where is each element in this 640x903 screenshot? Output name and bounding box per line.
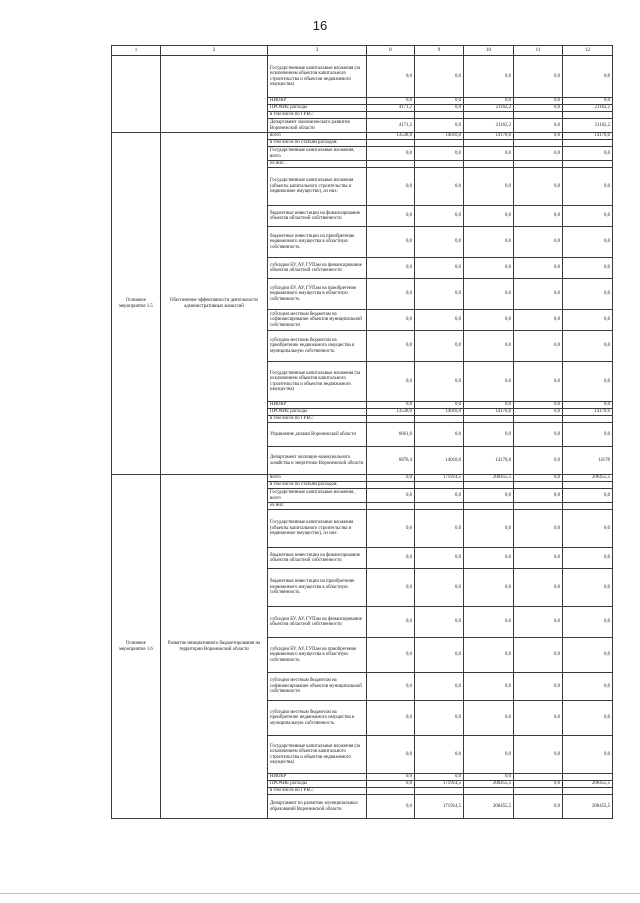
measure-title-cell bbox=[161, 56, 268, 133]
amount-cell: 0,0 bbox=[464, 701, 514, 736]
amount-cell: 0,0 bbox=[563, 673, 613, 701]
amount-cell: 0,0 bbox=[367, 310, 415, 331]
amount-cell: 0,0 bbox=[367, 569, 415, 607]
amount-cell: 0,0 bbox=[415, 423, 464, 447]
amount-cell bbox=[514, 482, 563, 489]
amount-cell: 0,0 bbox=[514, 569, 563, 607]
page-bottom-rule bbox=[0, 893, 640, 894]
amount-cell: 0,0 bbox=[464, 607, 514, 638]
amount-cell: 0,0 bbox=[367, 673, 415, 701]
amount-cell bbox=[415, 416, 464, 423]
amount-cell: 0,0 bbox=[514, 673, 563, 701]
expense-label-cell: Управление делами Воронежской области bbox=[268, 423, 367, 447]
amount-cell: 0,0 bbox=[367, 607, 415, 638]
amount-cell: 0,0 bbox=[563, 510, 613, 548]
amount-cell: 0,0 bbox=[415, 168, 464, 206]
amount-cell: 14010,0 bbox=[415, 447, 464, 475]
amount-cell: 0,0 bbox=[415, 489, 464, 503]
expense-label-cell: Государственные капитальные вложения (за исключением объектов капитального строительства и объектов недвижимого имущества) bbox=[268, 736, 367, 774]
amount-cell bbox=[514, 112, 563, 119]
amount-cell: 0,0 bbox=[415, 362, 464, 402]
amount-cell: 0,0 bbox=[415, 119, 464, 133]
expense-label-cell: бюджетные инвестиции на финансирование объектов областной собственности bbox=[268, 206, 367, 227]
expense-label-cell: субсидии местным бюджетам на софинансирование объектов муниципальной собственности bbox=[268, 673, 367, 701]
expense-label-cell: в том числе по ГРБС: bbox=[268, 112, 367, 119]
amount-cell: 0,0 bbox=[464, 362, 514, 402]
amount-cell: 0,0 bbox=[514, 147, 563, 161]
amount-cell: 0,0 bbox=[563, 548, 613, 569]
amount-cell: 0,0 bbox=[514, 736, 563, 774]
amount-cell: 0,0 bbox=[563, 489, 613, 503]
amount-cell: 0,0 bbox=[367, 475, 415, 482]
amount-cell bbox=[464, 140, 514, 147]
amount-cell: 0,0 bbox=[563, 402, 613, 409]
amount-cell: 0,0 bbox=[415, 279, 464, 310]
amount-cell: 0,0 bbox=[514, 447, 563, 475]
amount-cell bbox=[514, 788, 563, 795]
amount-cell: 0,0 bbox=[415, 105, 464, 112]
amount-cell: 171914,5 bbox=[415, 795, 464, 819]
header-cell: 11 bbox=[514, 46, 563, 56]
amount-cell: 0,0 bbox=[464, 673, 514, 701]
amount-cell bbox=[563, 482, 613, 489]
amount-cell: 0,0 bbox=[464, 258, 514, 279]
amount-cell bbox=[415, 503, 464, 510]
amount-cell bbox=[464, 416, 514, 423]
header-cell: 2 bbox=[161, 46, 268, 56]
amount-cell bbox=[415, 140, 464, 147]
amount-cell: 4171,2 bbox=[367, 105, 415, 112]
amount-cell bbox=[367, 788, 415, 795]
amount-cell: 0,0 bbox=[415, 402, 464, 409]
amount-cell: 0,0 bbox=[563, 56, 613, 98]
expense-label-cell: Государственные капитальные вложения (объекты капитального строительства и недвижимое имущество), из них: bbox=[268, 168, 367, 206]
expense-label-cell: из них: bbox=[268, 503, 367, 510]
amount-cell: 0,0 bbox=[367, 56, 415, 98]
amount-cell: 0,0 bbox=[415, 638, 464, 673]
amount-cell: 0,0 bbox=[367, 227, 415, 258]
amount-cell: 0,0 bbox=[514, 310, 563, 331]
expense-label-cell: ПРОЧИЕ расходы bbox=[268, 105, 367, 112]
amount-cell: 0,0 bbox=[563, 569, 613, 607]
expense-label-cell: бюджетные инвестиции на финансирование объектов областной собственности bbox=[268, 548, 367, 569]
amount-cell: 206455,5 bbox=[464, 795, 514, 819]
amount-cell: 14170 bbox=[563, 447, 613, 475]
amount-cell: 13538,0 bbox=[367, 409, 415, 416]
expense-label-cell: субсидии местным бюджетам на софинансирование объектов муниципальной собственности bbox=[268, 310, 367, 331]
amount-cell: 0,0 bbox=[367, 774, 415, 781]
amount-cell: 0,0 bbox=[563, 147, 613, 161]
amount-cell: 0,0 bbox=[563, 638, 613, 673]
amount-cell bbox=[563, 788, 613, 795]
amount-cell: 6876,4 bbox=[367, 447, 415, 475]
amount-cell: 0,0 bbox=[464, 402, 514, 409]
page-number: 16 bbox=[312, 18, 328, 33]
expense-label-cell: Департамент по развитию муниципальных образований Воронежской области bbox=[268, 795, 367, 819]
amount-cell: 0,0 bbox=[415, 673, 464, 701]
amount-cell: 0,0 bbox=[514, 227, 563, 258]
amount-cell: 0,0 bbox=[415, 147, 464, 161]
amount-cell: 0,0 bbox=[464, 510, 514, 548]
amount-cell: 0,0 bbox=[514, 607, 563, 638]
amount-cell: 0,0 bbox=[464, 638, 514, 673]
amount-cell: 0,0 bbox=[367, 362, 415, 402]
amount-cell bbox=[514, 161, 563, 168]
measure-code-cell: Основное мероприятие 1.5 bbox=[112, 133, 161, 475]
amount-cell bbox=[415, 788, 464, 795]
expense-label-cell: субсидии БУ, АУ, ГУПам на приобретение недвижимого имущества в областную собственность bbox=[268, 638, 367, 673]
amount-cell: 206455,5 bbox=[563, 795, 613, 819]
amount-cell: 4171,2 bbox=[367, 119, 415, 133]
amount-cell: 0,0 bbox=[367, 258, 415, 279]
amount-cell: 0,0 bbox=[563, 331, 613, 362]
expense-label-cell: Государственные капитальные вложения, всего bbox=[268, 147, 367, 161]
expense-label-cell: НИОКР bbox=[268, 402, 367, 409]
amount-cell: 0,0 bbox=[514, 98, 563, 105]
amount-cell: 0,0 bbox=[415, 607, 464, 638]
expense-label-cell: в том числе по статьям расходов: bbox=[268, 140, 367, 147]
amount-cell: 171914,5 bbox=[415, 475, 464, 482]
amount-cell: 0,0 bbox=[464, 98, 514, 105]
amount-cell bbox=[464, 788, 514, 795]
expense-label-cell: субсидии БУ, АУ, ГУПам на приобретение недвижимого имущества в областную собственность bbox=[268, 279, 367, 310]
amount-cell: 0,0 bbox=[464, 206, 514, 227]
amount-cell: 206455,5 bbox=[464, 475, 514, 482]
amount-cell bbox=[563, 140, 613, 147]
header-cell: 1 bbox=[112, 46, 161, 56]
amount-cell: 0,0 bbox=[415, 98, 464, 105]
amount-cell: 0,0 bbox=[464, 489, 514, 503]
amount-cell: 0,0 bbox=[514, 133, 563, 140]
amount-cell bbox=[415, 161, 464, 168]
amount-cell bbox=[464, 503, 514, 510]
amount-cell bbox=[367, 161, 415, 168]
amount-cell: 0,0 bbox=[367, 147, 415, 161]
expense-label-cell: в том числе по статьям расходов: bbox=[268, 482, 367, 489]
budget-table bbox=[111, 45, 613, 819]
amount-cell: 14170,0 bbox=[464, 409, 514, 416]
amount-cell bbox=[563, 161, 613, 168]
amount-cell: 0,0 bbox=[514, 510, 563, 548]
expense-label-cell: ПРОЧИЕ расходы bbox=[268, 409, 367, 416]
expense-label-cell: Государственные капитальные вложения (за исключением объектов капитального строительства и объектов недвижимого имущества) bbox=[268, 56, 367, 98]
amount-cell: 0,0 bbox=[464, 56, 514, 98]
amount-cell bbox=[514, 140, 563, 147]
amount-cell: 14170,0 bbox=[464, 133, 514, 140]
amount-cell: 13538,0 bbox=[367, 133, 415, 140]
expense-label-cell: всего bbox=[268, 475, 367, 482]
amount-cell bbox=[563, 112, 613, 119]
expense-label-cell: Департамент экономического развития Воронежской области bbox=[268, 119, 367, 133]
amount-cell: 0,0 bbox=[367, 736, 415, 774]
amount-cell: 0,0 bbox=[563, 206, 613, 227]
expense-label-cell: Государственные капитальные вложения (объекты капитального строительства и недвижимое имущество), из них: bbox=[268, 510, 367, 548]
expense-label-cell: из них: bbox=[268, 161, 367, 168]
amount-cell: 206455,5 bbox=[464, 781, 514, 788]
amount-cell: 0,0 bbox=[563, 701, 613, 736]
amount-cell: 0,0 bbox=[367, 510, 415, 548]
expense-label-cell: бюджетные инвестиции на приобретение недвижимого имущества в областную собственность bbox=[268, 569, 367, 607]
amount-cell: 0,0 bbox=[367, 279, 415, 310]
amount-cell: 21162,2 bbox=[464, 105, 514, 112]
amount-cell: 0,0 bbox=[464, 736, 514, 774]
expense-label-cell: всего bbox=[268, 133, 367, 140]
table-row bbox=[112, 475, 613, 482]
amount-cell: 0,0 bbox=[464, 423, 514, 447]
amount-cell: 0,0 bbox=[514, 56, 563, 98]
amount-cell bbox=[514, 774, 563, 781]
amount-cell: 0,0 bbox=[563, 310, 613, 331]
amount-cell: 0,0 bbox=[415, 569, 464, 607]
amount-cell: 0,0 bbox=[464, 331, 514, 362]
amount-cell: 0,0 bbox=[415, 736, 464, 774]
amount-cell: 0,0 bbox=[464, 548, 514, 569]
amount-cell: 0,0 bbox=[514, 402, 563, 409]
amount-cell: 0,0 bbox=[367, 98, 415, 105]
amount-cell: 0,0 bbox=[415, 548, 464, 569]
amount-cell bbox=[464, 112, 514, 119]
amount-cell: 0,0 bbox=[367, 331, 415, 362]
measure-title-cell: Обеспечение эффективности деятельности административных комиссий bbox=[161, 133, 268, 475]
amount-cell: 0,0 bbox=[563, 168, 613, 206]
amount-cell bbox=[415, 482, 464, 489]
amount-cell bbox=[367, 503, 415, 510]
expense-label-cell: бюджетные инвестиции на приобретение недвижимого имущества в областную собственность bbox=[268, 227, 367, 258]
amount-cell: 0,0 bbox=[563, 227, 613, 258]
amount-cell: 21162,2 bbox=[563, 105, 613, 112]
measure-code-cell: Основное мероприятие 1.6 bbox=[112, 475, 161, 819]
amount-cell bbox=[367, 140, 415, 147]
expense-label-cell: в том числе по ГРБС: bbox=[268, 788, 367, 795]
header-cell: 10 bbox=[464, 46, 514, 56]
amount-cell: 0,0 bbox=[367, 168, 415, 206]
measure-title-cell: Развитие инициативного бюджетирования на территории Воронежской области bbox=[161, 475, 268, 819]
expense-label-cell: субсидии местным бюджетам на приобретение недвижимого имущества в муниципальную собственность bbox=[268, 331, 367, 362]
amount-cell bbox=[464, 482, 514, 489]
amount-cell: 0,0 bbox=[464, 227, 514, 258]
amount-cell: 0,0 bbox=[415, 227, 464, 258]
expense-label-cell: Государственные капитальные вложения (за исключением объектов капитального строительства и объектов недвижимого имущества) bbox=[268, 362, 367, 402]
expense-label-cell: Государственные капитальные вложения, всего bbox=[268, 489, 367, 503]
amount-cell: 0,0 bbox=[367, 795, 415, 819]
amount-cell bbox=[514, 416, 563, 423]
amount-cell: 0,0 bbox=[514, 489, 563, 503]
amount-cell: 0,0 bbox=[514, 331, 563, 362]
amount-cell: 14170,0 bbox=[563, 409, 613, 416]
amount-cell bbox=[367, 416, 415, 423]
amount-cell: 0,0 bbox=[563, 362, 613, 402]
amount-cell: 0,0 bbox=[514, 279, 563, 310]
amount-cell bbox=[563, 416, 613, 423]
amount-cell: 0,0 bbox=[367, 638, 415, 673]
amount-cell: 0,0 bbox=[367, 206, 415, 227]
amount-cell: 0,0 bbox=[415, 310, 464, 331]
amount-cell: 0,0 bbox=[514, 105, 563, 112]
amount-cell: 0,0 bbox=[563, 98, 613, 105]
amount-cell: 206455,5 bbox=[563, 781, 613, 788]
amount-cell: 0,0 bbox=[514, 119, 563, 133]
table-row bbox=[112, 133, 613, 140]
amount-cell: 206455,5 bbox=[563, 475, 613, 482]
amount-cell bbox=[514, 503, 563, 510]
amount-cell: 0,0 bbox=[514, 701, 563, 736]
amount-cell bbox=[415, 112, 464, 119]
amount-cell: 0,0 bbox=[367, 701, 415, 736]
amount-cell: 0,0 bbox=[415, 701, 464, 736]
amount-cell bbox=[367, 112, 415, 119]
expense-label-cell: ПРОЧИЕ расходы bbox=[268, 781, 367, 788]
measure-code-cell bbox=[112, 56, 161, 133]
amount-cell: 0,0 bbox=[415, 56, 464, 98]
amount-cell: 0,0 bbox=[514, 362, 563, 402]
expense-label-cell: в том числе по ГРБС: bbox=[268, 416, 367, 423]
amount-cell: 14010,0 bbox=[415, 133, 464, 140]
amount-cell: 0,0 bbox=[415, 258, 464, 279]
expense-label-cell: субсидии БУ, АУ, ГУПам на финансирование объектов областной собственности bbox=[268, 258, 367, 279]
amount-cell bbox=[563, 503, 613, 510]
amount-cell: 0,0 bbox=[514, 206, 563, 227]
amount-cell: 0,0 bbox=[367, 402, 415, 409]
amount-cell: 0,0 bbox=[367, 548, 415, 569]
amount-cell: 0,0 bbox=[514, 781, 563, 788]
header-cell: 9 bbox=[415, 46, 464, 56]
amount-cell: 14170,0 bbox=[464, 447, 514, 475]
amount-cell: 0,0 bbox=[415, 331, 464, 362]
amount-cell: 0,0 bbox=[563, 423, 613, 447]
amount-cell: 6661,6 bbox=[367, 423, 415, 447]
amount-cell: 0,0 bbox=[514, 258, 563, 279]
amount-cell: 14010,0 bbox=[415, 409, 464, 416]
amount-cell: 0,0 bbox=[367, 781, 415, 788]
expense-label-cell: Департамент жилищно-коммунального хозяйства и энергетики Воронежской области bbox=[268, 447, 367, 475]
amount-cell: 0,0 bbox=[464, 569, 514, 607]
amount-cell: 0,0 bbox=[415, 206, 464, 227]
amount-cell: 0,0 bbox=[464, 279, 514, 310]
amount-cell: 0,0 bbox=[563, 258, 613, 279]
header-cell: 12 bbox=[563, 46, 613, 56]
expense-label-cell: субсидии БУ, АУ, ГУПам на финансирование объектов областной собственности bbox=[268, 607, 367, 638]
amount-cell: 0,0 bbox=[464, 774, 514, 781]
expense-label-cell: НИОКР bbox=[268, 98, 367, 105]
amount-cell: 0,0 bbox=[464, 310, 514, 331]
header-cell: 3 bbox=[268, 46, 367, 56]
amount-cell: 0,0 bbox=[514, 548, 563, 569]
header-row bbox=[112, 46, 613, 56]
amount-cell: 0,0 bbox=[514, 475, 563, 482]
expense-label-cell: НИОКР bbox=[268, 774, 367, 781]
amount-cell: 0,0 bbox=[514, 795, 563, 819]
amount-cell: 0,0 bbox=[415, 510, 464, 548]
amount-cell: 14170,0 bbox=[563, 133, 613, 140]
amount-cell: 171914,5 bbox=[415, 781, 464, 788]
amount-cell: 21162,2 bbox=[563, 119, 613, 133]
amount-cell: 0,0 bbox=[514, 168, 563, 206]
amount-cell: 21162,2 bbox=[464, 119, 514, 133]
amount-cell bbox=[367, 482, 415, 489]
amount-cell: 0,0 bbox=[563, 279, 613, 310]
amount-cell: 0,0 bbox=[563, 607, 613, 638]
amount-cell: 0,0 bbox=[514, 423, 563, 447]
expense-label-cell: субсидии местным бюджетам на приобретение недвижимого имущества в муниципальную собственность bbox=[268, 701, 367, 736]
amount-cell: 0,0 bbox=[464, 147, 514, 161]
table-row bbox=[112, 56, 613, 98]
amount-cell: 0,0 bbox=[563, 736, 613, 774]
amount-cell bbox=[464, 161, 514, 168]
amount-cell: 0,0 bbox=[415, 774, 464, 781]
header-cell: 8 bbox=[367, 46, 415, 56]
amount-cell: 0,0 bbox=[514, 409, 563, 416]
amount-cell bbox=[563, 774, 613, 781]
amount-cell: 0,0 bbox=[367, 489, 415, 503]
amount-cell: 0,0 bbox=[464, 168, 514, 206]
amount-cell: 0,0 bbox=[514, 638, 563, 673]
